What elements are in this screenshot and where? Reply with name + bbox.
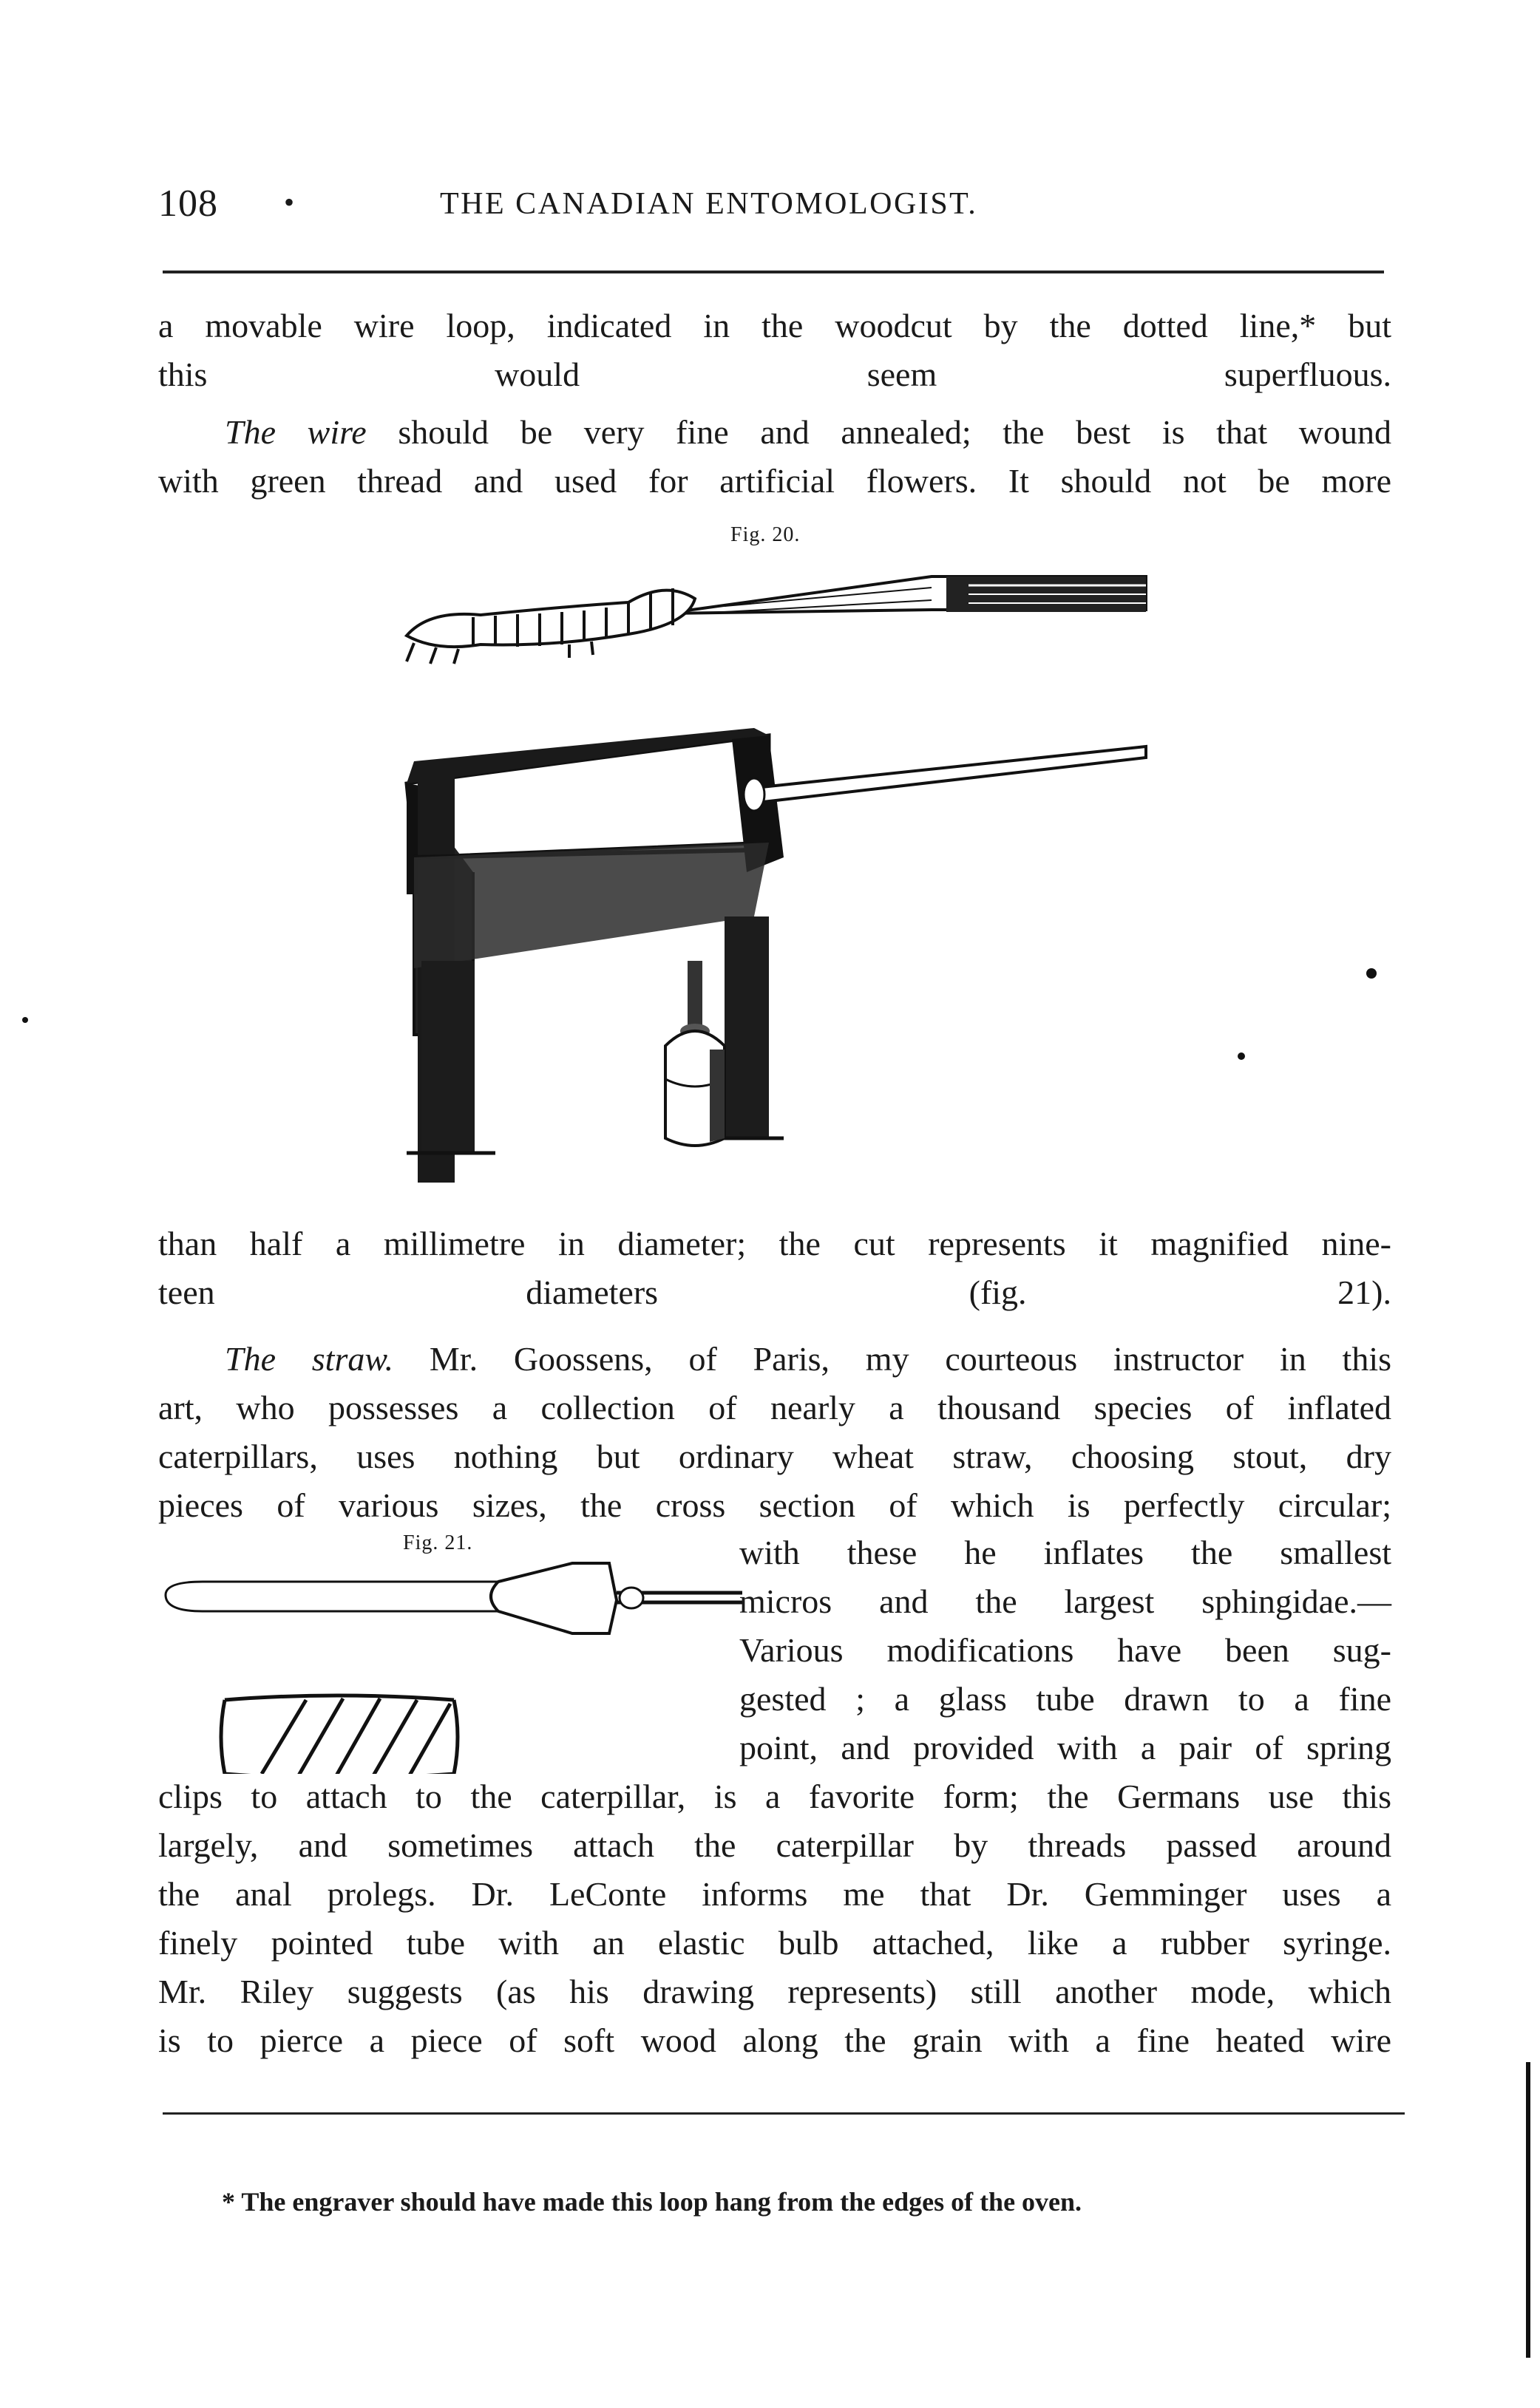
fig20-illustration <box>384 547 1161 1227</box>
text-line: finely pointed tube with an elastic bulb attached, like a rubber syringe. <box>158 1924 1391 1962</box>
beside-fig21-text <box>739 1528 1391 1772</box>
after-fig20-paragraph <box>158 1220 1391 1317</box>
stray-mark <box>22 1017 28 1023</box>
stray-mark <box>1238 1052 1245 1060</box>
binding-edge <box>1526 2062 1530 2358</box>
text-line: a movable wire loop, indicated in the woodcut by the dotted line,* but <box>158 307 1391 344</box>
footnote-rule <box>163 2112 1405 2115</box>
text-line: with these he inflates the smallest <box>739 1534 1391 1571</box>
stray-mark <box>1366 968 1377 979</box>
text-line: should be very fine and annealed; the best is that wound <box>366 413 1392 451</box>
text-line: this would seem superfluous. <box>158 356 1391 393</box>
text-line: Mr. Goossens, of Paris, my courteous instructor in this <box>393 1340 1391 1378</box>
text-line: gested ; a glass tube drawn to a fine <box>739 1680 1391 1718</box>
wire-paragraph <box>158 408 1391 506</box>
wire-lead: The wire <box>225 413 367 451</box>
text-line: art, who possesses a collection of nearly a thousand species of inflated <box>158 1389 1391 1426</box>
text-line: is to pierce a piece of soft wood along the grain with a fine heated wire <box>158 2021 1391 2059</box>
text-line: point, and provided with a pair of spring <box>739 1729 1391 1766</box>
straw-paragraph <box>158 1335 1391 1530</box>
page-number: 108 <box>158 183 218 225</box>
text-line: clips to attach to the caterpillar, is a favorite form; the Germans use this <box>158 1778 1391 1815</box>
fig21-label: Fig. 21. <box>403 1531 473 1554</box>
header-bullet: • <box>284 186 295 219</box>
text-line: the anal prolegs. Dr. LeConte informs me that Dr. Gemminger uses a <box>158 1875 1391 1913</box>
straw-lead: The straw. <box>225 1340 394 1378</box>
footnote: * The engraver should have made this loop hang from the edges of the oven. <box>222 2187 1082 2217</box>
text-line: with green thread and used for artificial flowers. It should not be more <box>158 462 1391 500</box>
text-line: micros and the largest sphingidae.— <box>739 1582 1391 1620</box>
text-line: largely, and sometimes attach the caterpillar by threads passed around <box>158 1826 1391 1864</box>
fig21-illustration <box>158 1552 750 1774</box>
fig20-label: Fig. 20. <box>730 523 801 546</box>
text-line: Mr. Riley suggests (as his drawing represents) still another mode, which <box>158 1973 1391 2010</box>
text-line: teen diameters (fig. 21). <box>158 1273 1391 1311</box>
intro-paragraph <box>158 302 1391 399</box>
text-line: caterpillars, uses nothing but ordinary wheat straw, choosing stout, dry <box>158 1438 1391 1475</box>
after-fig21-paragraph <box>158 1772 1391 2065</box>
header-rule <box>163 271 1384 273</box>
text-line: pieces of various sizes, the cross section of which is perfectly circular; <box>158 1486 1391 1524</box>
running-title: THE CANADIAN ENTOMOLOGIST. <box>440 187 978 221</box>
text-line: than half a millimetre in diameter; the cut represents it magnified nine- <box>158 1225 1391 1262</box>
text-line: Various modifications have been sug- <box>739 1631 1391 1669</box>
